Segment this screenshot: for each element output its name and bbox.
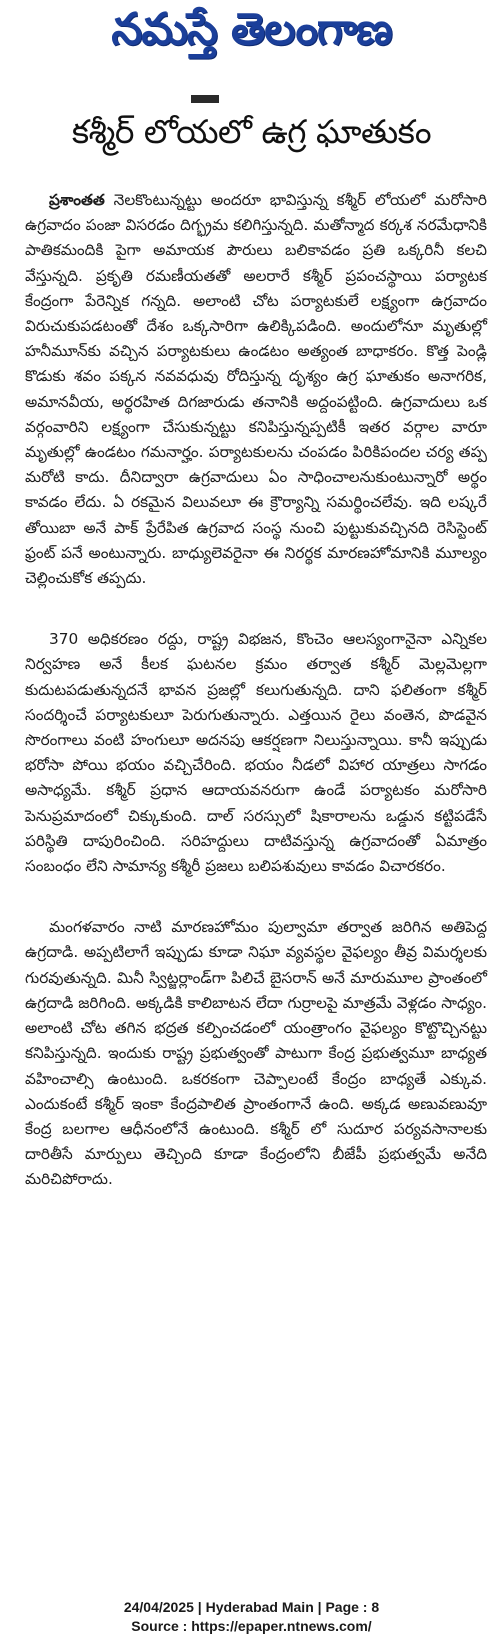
article-body <box>25 188 487 1229</box>
paragraph-1-text: నెలకొంటున్నట్టు అందరూ భావిస్తున్న కశ్మీర్ లోయలో మరోసారి ఉగ్రవాదం పంజా విసరడం దిగ్భ్రమ కలిగిస్తున్నది. మతోన్మాద కర్కశ నరమేధానికి పాతికమందికి పైగా అమాయక పౌరులు బలికావడం ప్రతి ఒక్కరినీ కలచి వేస్తున్నది. ప్రకృతి రమణీయతతో అలరారే కశ్మీర్ ప్రపంచస్థాయి పర్యాటక కేంద్రంగా పేరెన్నిక గన్నది. అలాంటి చోట పర్యాటకులే లక్ష్యంగా ఉగ్రవాదం విరుచుకుపడటంతో దేశం ఒక్కసారిగా ఉలిక్కిపడింది. అందులోనూ మృతుల్లో హనీమూన్‌కు వచ్చిన పర్యాటకులు ఉండటం అత్యంత బాధాకరం. కొత్త పెండ్లి కొడుకు శవం పక్కన నవవధువు రోదిస్తున్న దృశ్యం ఉగ్ర ఘాతుకం అనాగరిక, అమానవీయ, అర్థరహిత దిగజారుడు తనానికి అద్దంపట్టింది. ఉగ్రవాదులు ఒక వర్గంవారిని లక్ష్యంగా చేసుకున్నట్టు కనిపిస్తున్నప్పటికీ ఇతర వర్గాల వారూ మృతుల్లో ఉండటం గమనార్హం. పర్యాటకులను చంపడం పిరికిపందల చర్య తప్ప మరోటి కాదు. దీనిద్వారా ఉగ్రవాదులు ఏం సాధించాలనుకుంటున్నారో అర్థం కావడం లేదు. ఏ రకమైన విలువలూ ఈ క్రౌర్యాన్ని సమర్థించలేవు. ఇది లష్కరే తోయిబా అనే పాక్ ప్రేరేపిత ఉగ్రవాద సంస్థ నుంచి పుట్టుకువచ్చినది రెసిస్టెంట్ ఫ్రంట్ పనే అంటున్నారు. బాధ్యులెవరైనా ఈ నిరర్థక మారణహోమానికి మూల్యం చెల్లించుకోక తప్పదు. <box>25 191 487 588</box>
source-line: Source : https://epaper.ntnews.com/ <box>131 1618 372 1634</box>
article-headline: కశ్మీర్ లోయలో ఉగ్ర ఘాతుకం <box>71 112 432 151</box>
decorative-rule <box>191 95 219 103</box>
article-paragraph-1 <box>25 188 487 591</box>
article-paragraph-3: మంగళవారం నాటి మారణహోమం పుల్వామా తర్వాత జరిగిన అతిపెద్ద ఉగ్రదాడి. అప్పటిలాగే ఇప్పుడు కూడా నిఘా వ్యవస్థల వైఫల్యం తీవ్ర విమర్శలకు గురవుతున్నది. మినీ స్విట్జర్లాండ్‌గా పిలిచే బైసరాన్ అనే మారుమూల ప్రాంతంలో ఉగ్రదాడి జరిగింది. అక్కడికి కాలిబాటన లేదా గుర్రాలపై మాత్రమే వెళ్లడం సాధ్యం. అలాంటి చోట తగిన భద్రత కల్పించడంలో యంత్రాంగం వైఫల్యం కొట్టొచ్చినట్టు కనిపిస్తున్నది. ఇందుకు రాష్ట్ర ప్రభుత్వంతో పాటుగా కేంద్ర ప్రభుత్వమూ బాధ్యత వహించాల్సి ఉంటుంది. ఒకరకంగా చెప్పాలంటే కేంద్రం బాధ్యతే ఎక్కువ. ఎందుకంటే కశ్మీర్ ఇంకా కేంద్రపాలిత ప్రాంతంగానే ఉంది. అక్కడ అణువణువూ కేంద్ర బలగాల ఆధీనంలోనే ఉంటుంది. కశ్మీర్ లో సుదూర పర్యవసానాలకు దారితీసే మార్పులు తెచ్చింది కూడా కేంద్రంలోని బీజేపీ ప్రభుత్వమే అనేది మరిచిపోరాదు. <box>25 918 487 1189</box>
dateline: 24/04/2025 | Hyderabad Main | Page : 8 <box>123 1599 380 1615</box>
masthead <box>0 0 503 70</box>
newspaper-logo: నమస్తే తెలంగాణ <box>111 4 392 55</box>
article-paragraph-2: 370 అధికరణం రద్దు, రాష్ట్ర విభజన, కొంచెం ఆలస్యంగానైనా ఎన్నికల నిర్వహణ అనే కీలక ఘటనల క్రమం తర్వాత కశ్మీర్ మెల్లమెల్లగా కుదుటపడుతున్నదనే భావన ప్రజల్లో కలుగుతున్నది. దాని ఫలితంగా కశ్మీర్ సందర్శించే పర్యాటకులూ పెరుగుతున్నారు. ఎత్తయిన రైలు వంతెన, పొడవైన సొరంగాలు వంటి హంగులూ అదనపు ఆకర్షణగా నిలుస్తున్నాయి. కానీ ఇప్పుడు భరోసా పోయి భయం వచ్చిచేరింది. భయం నీడలో విహార యాత్రలు సాగడం అసాధ్యమే. కశ్మీర్ ప్రధాన ఆదాయవనరుగా ఉండే పర్యాటకం మరోసారి పెనుప్రమాదంలో చిక్కుకుంది. దాల్ సరస్సులో షికారాలను ఒడ్డున కట్టిపడేసే పరిస్థితి దాపురించింది. సరిహద్దులు దాటివస్తున్న ఉగ్రవాదంతో ఏమాత్రం సంబంధం లేని సామాన్య కశ్మీరీ ప్రజలు బలిపశువులు కావడం విచారకరం. <box>25 630 487 876</box>
page-footer <box>0 1598 503 1636</box>
lead-word: ప్రశాంతత <box>49 191 105 209</box>
